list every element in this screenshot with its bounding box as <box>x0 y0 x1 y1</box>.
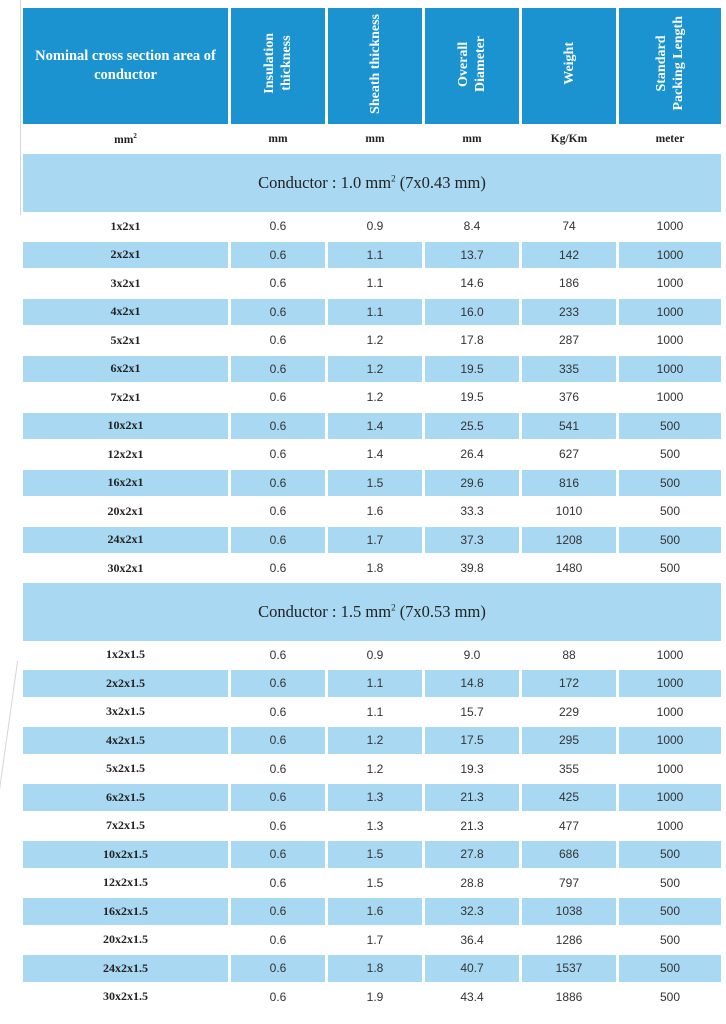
overall-diameter-cell: 14.6 <box>425 269 519 298</box>
cable-size-cell: 4x2x1 <box>23 298 228 327</box>
table-row <box>23 241 721 270</box>
cable-size-cell: 24x2x1 <box>23 526 228 555</box>
header-packing-length <box>619 8 721 124</box>
sheath-thickness-cell: 1.5 <box>328 869 422 898</box>
insulation-thickness-cell: 0.6 <box>231 840 325 869</box>
cable-size-cell: 2x2x1.5 <box>23 669 228 698</box>
header-diameter-text: Overall Diameter <box>456 35 488 92</box>
cable-size-cell: 16x2x1 <box>23 469 228 498</box>
sheath-thickness-cell: 1.6 <box>328 897 422 926</box>
cable-size-cell: 7x2x1 <box>23 383 228 412</box>
cable-size-cell: 3x2x1 <box>23 269 228 298</box>
weight-cell: 1537 <box>522 954 616 983</box>
insulation-thickness-cell: 0.6 <box>231 298 325 327</box>
header-packing-length-text: Standard Packing Length <box>654 16 686 111</box>
table-row <box>23 269 721 298</box>
weight-cell: 74 <box>522 212 616 241</box>
sheath-thickness-cell: 1.2 <box>328 355 422 384</box>
overall-diameter-cell: 15.7 <box>425 698 519 727</box>
packing-length-cell: 1000 <box>619 355 721 384</box>
sheath-thickness-cell: 1.5 <box>328 469 422 498</box>
table-row <box>23 840 721 869</box>
overall-diameter-cell: 16.0 <box>425 298 519 327</box>
table-row <box>23 897 721 926</box>
packing-length-cell: 500 <box>619 897 721 926</box>
overall-diameter-cell: 13.7 <box>425 241 519 270</box>
table-row <box>23 326 721 355</box>
weight-cell: 627 <box>522 440 616 469</box>
section-title-row <box>23 583 721 641</box>
cable-size-cell: 10x2x1.5 <box>23 840 228 869</box>
packing-length-cell: 500 <box>619 554 721 583</box>
insulation-thickness-cell: 0.6 <box>231 440 325 469</box>
page-edge-line <box>0 661 18 820</box>
cable-size-cell: 10x2x1 <box>23 412 228 441</box>
sheath-thickness-cell: 1.6 <box>328 497 422 526</box>
cable-size-cell: 5x2x1 <box>23 326 228 355</box>
weight-cell: 229 <box>522 698 616 727</box>
packing-length-cell: 1000 <box>619 212 721 241</box>
insulation-thickness-cell: 0.6 <box>231 926 325 955</box>
weight-cell: 376 <box>522 383 616 412</box>
cable-size-cell: 3x2x1.5 <box>23 698 228 727</box>
table-row <box>23 812 721 841</box>
header-insulation <box>231 8 325 124</box>
sheath-thickness-cell: 1.8 <box>328 554 422 583</box>
cable-size-cell: 5x2x1.5 <box>23 755 228 784</box>
packing-length-cell: 500 <box>619 954 721 983</box>
weight-cell: 88 <box>522 641 616 670</box>
insulation-thickness-cell: 0.6 <box>231 383 325 412</box>
table-row <box>23 440 721 469</box>
header-weight <box>522 8 616 124</box>
insulation-thickness-cell: 0.6 <box>231 241 325 270</box>
table-row <box>23 355 721 384</box>
sheath-thickness-cell: 1.7 <box>328 926 422 955</box>
cable-size-cell: 20x2x1.5 <box>23 926 228 955</box>
insulation-thickness-cell: 0.6 <box>231 526 325 555</box>
overall-diameter-cell: 32.3 <box>425 897 519 926</box>
overall-diameter-cell: 36.4 <box>425 926 519 955</box>
weight-cell: 355 <box>522 755 616 784</box>
overall-diameter-cell: 26.4 <box>425 440 519 469</box>
table-row <box>23 212 721 241</box>
cable-size-cell: 24x2x1.5 <box>23 954 228 983</box>
overall-diameter-cell: 9.0 <box>425 641 519 670</box>
insulation-thickness-cell: 0.6 <box>231 897 325 926</box>
sheath-thickness-cell: 1.4 <box>328 440 422 469</box>
sheath-thickness-cell: 0.9 <box>328 212 422 241</box>
packing-length-cell: 1000 <box>619 812 721 841</box>
unit-diameter: mm <box>462 133 482 145</box>
cable-size-cell: 1x2x1 <box>23 212 228 241</box>
packing-length-cell: 1000 <box>619 669 721 698</box>
weight-cell: 816 <box>522 469 616 498</box>
sheath-thickness-cell: 1.5 <box>328 840 422 869</box>
overall-diameter-cell: 29.6 <box>425 469 519 498</box>
insulation-thickness-cell: 0.6 <box>231 641 325 670</box>
weight-cell: 541 <box>522 412 616 441</box>
insulation-thickness-cell: 0.6 <box>231 783 325 812</box>
weight-cell: 1208 <box>522 526 616 555</box>
table-row <box>23 954 721 983</box>
cable-size-cell: 2x2x1 <box>23 241 228 270</box>
unit-area: $mm^2$ <box>114 132 137 146</box>
packing-length-cell: 1000 <box>619 698 721 727</box>
overall-diameter-cell: 19.5 <box>425 383 519 412</box>
insulation-thickness-cell: 0.6 <box>231 554 325 583</box>
section-title: Conductor : 1.0 $mm^2$ (7x0.43 mm) <box>23 154 721 212</box>
sheath-thickness-cell: 1.9 <box>328 983 422 1012</box>
header-sheath-text: Sheath thickness <box>367 13 383 114</box>
cable-size-cell: 30x2x1.5 <box>23 983 228 1012</box>
weight-cell: 477 <box>522 812 616 841</box>
table-row <box>23 869 721 898</box>
overall-diameter-cell: 40.7 <box>425 954 519 983</box>
sheath-thickness-cell: 1.1 <box>328 298 422 327</box>
packing-length-cell: 500 <box>619 469 721 498</box>
weight-cell: 1038 <box>522 897 616 926</box>
packing-length-cell: 500 <box>619 926 721 955</box>
packing-length-cell: 1000 <box>619 269 721 298</box>
packing-length-cell: 1000 <box>619 755 721 784</box>
unit-insulation: mm <box>268 133 288 145</box>
table-row <box>23 669 721 698</box>
packing-length-cell: 1000 <box>619 726 721 755</box>
weight-cell: 287 <box>522 326 616 355</box>
sheath-thickness-cell: 1.3 <box>328 812 422 841</box>
header-insulation-text: Insulation thickness <box>262 33 294 94</box>
weight-cell: 172 <box>522 669 616 698</box>
cable-size-cell: 12x2x1 <box>23 440 228 469</box>
weight-cell: 1886 <box>522 983 616 1012</box>
header-diameter <box>425 8 519 124</box>
overall-diameter-cell: 14.8 <box>425 669 519 698</box>
sheath-thickness-cell: 1.4 <box>328 412 422 441</box>
packing-length-cell: 500 <box>619 869 721 898</box>
section-title: Conductor : 1.5 $mm^2$ (7x0.53 mm) <box>23 583 721 641</box>
cable-size-cell: 12x2x1.5 <box>23 869 228 898</box>
weight-cell: 233 <box>522 298 616 327</box>
sheath-thickness-cell: 1.2 <box>328 755 422 784</box>
overall-diameter-cell: 17.5 <box>425 726 519 755</box>
section-1-body <box>23 154 721 583</box>
packing-length-cell: 1000 <box>619 241 721 270</box>
sheath-thickness-cell: 0.9 <box>328 641 422 670</box>
table-row <box>23 783 721 812</box>
unit-sheath: mm <box>365 133 385 145</box>
sheath-thickness-cell: 1.7 <box>328 526 422 555</box>
table-row <box>23 554 721 583</box>
section-2-body <box>23 583 721 1012</box>
header-sheath <box>328 8 422 124</box>
insulation-thickness-cell: 0.6 <box>231 669 325 698</box>
overall-diameter-cell: 39.8 <box>425 554 519 583</box>
cable-size-cell: 7x2x1.5 <box>23 812 228 841</box>
weight-cell: 1010 <box>522 497 616 526</box>
cable-size-cell: 1x2x1.5 <box>23 641 228 670</box>
weight-cell: 686 <box>522 840 616 869</box>
packing-length-cell: 1000 <box>619 641 721 670</box>
table-row <box>23 698 721 727</box>
packing-length-cell: 500 <box>619 412 721 441</box>
sheath-thickness-cell: 1.2 <box>328 326 422 355</box>
weight-cell: 142 <box>522 241 616 270</box>
header-weight-text: Weight <box>561 42 577 85</box>
unit-length: meter <box>655 133 685 145</box>
insulation-thickness-cell: 0.6 <box>231 355 325 384</box>
table-row <box>23 412 721 441</box>
insulation-thickness-cell: 0.6 <box>231 698 325 727</box>
packing-length-cell: 500 <box>619 526 721 555</box>
packing-length-cell: 1000 <box>619 383 721 412</box>
cable-size-cell: 6x2x1 <box>23 355 228 384</box>
table-row <box>23 298 721 327</box>
overall-diameter-cell: 19.5 <box>425 355 519 384</box>
table-row <box>23 983 721 1012</box>
packing-length-cell: 500 <box>619 440 721 469</box>
table-row <box>23 497 721 526</box>
packing-length-cell: 1000 <box>619 298 721 327</box>
overall-diameter-cell: 17.8 <box>425 326 519 355</box>
unit-weight: Kg/Km <box>550 133 588 145</box>
overall-diameter-cell: 19.3 <box>425 755 519 784</box>
weight-cell: 425 <box>522 783 616 812</box>
insulation-thickness-cell: 0.6 <box>231 269 325 298</box>
insulation-thickness-cell: 0.6 <box>231 326 325 355</box>
packing-length-cell: 1000 <box>619 326 721 355</box>
weight-cell: 1286 <box>522 926 616 955</box>
overall-diameter-cell: 37.3 <box>425 526 519 555</box>
table-row <box>23 469 721 498</box>
packing-length-cell: 500 <box>619 840 721 869</box>
sheath-thickness-cell: 1.1 <box>328 698 422 727</box>
weight-cell: 295 <box>522 726 616 755</box>
insulation-thickness-cell: 0.6 <box>231 469 325 498</box>
section-title-row <box>23 154 721 212</box>
cable-spec-table <box>20 8 724 1011</box>
overall-diameter-cell: 43.4 <box>425 983 519 1012</box>
sheath-thickness-cell: 1.2 <box>328 383 422 412</box>
header-cross-section: Nominal cross section area of conductor <box>23 8 228 124</box>
sheath-thickness-cell: 1.8 <box>328 954 422 983</box>
overall-diameter-cell: 21.3 <box>425 812 519 841</box>
units-row <box>23 124 721 154</box>
overall-diameter-cell: 21.3 <box>425 783 519 812</box>
table-row <box>23 526 721 555</box>
overall-diameter-cell: 8.4 <box>425 212 519 241</box>
insulation-thickness-cell: 0.6 <box>231 983 325 1012</box>
insulation-thickness-cell: 0.6 <box>231 755 325 784</box>
cable-size-cell: 6x2x1.5 <box>23 783 228 812</box>
table-row <box>23 755 721 784</box>
weight-cell: 335 <box>522 355 616 384</box>
table-row <box>23 383 721 412</box>
cable-size-cell: 30x2x1 <box>23 554 228 583</box>
packing-length-cell: 500 <box>619 497 721 526</box>
sheath-thickness-cell: 1.1 <box>328 241 422 270</box>
table-row <box>23 726 721 755</box>
cable-size-cell: 16x2x1.5 <box>23 897 228 926</box>
overall-diameter-cell: 28.8 <box>425 869 519 898</box>
cable-size-cell: 20x2x1 <box>23 497 228 526</box>
table-row <box>23 926 721 955</box>
insulation-thickness-cell: 0.6 <box>231 954 325 983</box>
sheath-thickness-cell: 1.3 <box>328 783 422 812</box>
sheath-thickness-cell: 1.2 <box>328 726 422 755</box>
weight-cell: 1480 <box>522 554 616 583</box>
weight-cell: 797 <box>522 869 616 898</box>
insulation-thickness-cell: 0.6 <box>231 212 325 241</box>
insulation-thickness-cell: 0.6 <box>231 412 325 441</box>
sheath-thickness-cell: 1.1 <box>328 669 422 698</box>
insulation-thickness-cell: 0.6 <box>231 726 325 755</box>
insulation-thickness-cell: 0.6 <box>231 812 325 841</box>
table-row <box>23 641 721 670</box>
overall-diameter-cell: 25.5 <box>425 412 519 441</box>
weight-cell: 186 <box>522 269 616 298</box>
overall-diameter-cell: 27.8 <box>425 840 519 869</box>
header-row <box>23 8 721 124</box>
packing-length-cell: 1000 <box>619 783 721 812</box>
cable-size-cell: 4x2x1.5 <box>23 726 228 755</box>
insulation-thickness-cell: 0.6 <box>231 497 325 526</box>
overall-diameter-cell: 33.3 <box>425 497 519 526</box>
insulation-thickness-cell: 0.6 <box>231 869 325 898</box>
packing-length-cell: 500 <box>619 983 721 1012</box>
sheath-thickness-cell: 1.1 <box>328 269 422 298</box>
